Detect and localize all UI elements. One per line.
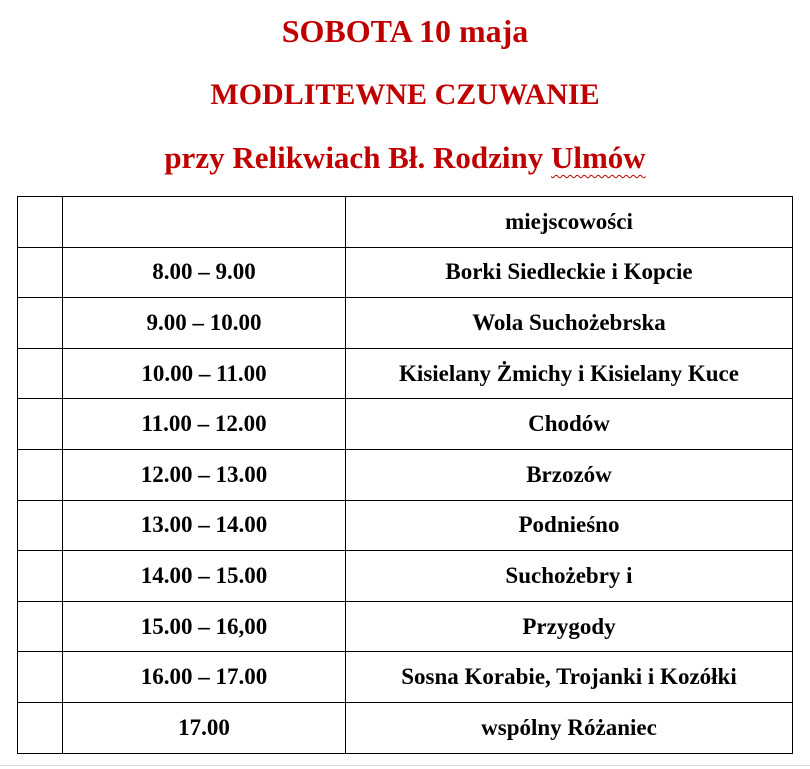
table-row (18, 551, 793, 602)
place-cell: Chodów (346, 399, 793, 450)
relics-subtitle-text: przy Relikwiach Bł. Rodziny (164, 140, 551, 175)
table-row (18, 449, 793, 500)
row-index-cell (18, 652, 63, 703)
row-index-cell (18, 500, 63, 551)
time-cell: 16.00 – 17.00 (63, 652, 346, 703)
page-bottom-divider (0, 765, 810, 766)
header-cell-time (63, 197, 346, 248)
table-header-row (18, 197, 793, 248)
event-subtitle: MODLITEWNE CZUWANIE (210, 78, 600, 111)
place-cell: Podnieśno (346, 500, 793, 551)
table-row (18, 500, 793, 551)
place-cell: Brzozów (346, 449, 793, 500)
table-row (18, 298, 793, 349)
time-cell: 10.00 – 11.00 (63, 348, 346, 399)
schedule-table (17, 196, 793, 754)
time-cell: 14.00 – 15.00 (63, 551, 346, 602)
row-index-cell (18, 399, 63, 450)
spellcheck-underlined-word: Ulmów (550, 140, 646, 175)
table-row (18, 601, 793, 652)
time-cell: 9.00 – 10.00 (63, 298, 346, 349)
time-cell: 8.00 – 9.00 (63, 247, 346, 298)
row-index-cell (18, 449, 63, 500)
place-cell: Suchożebry i (346, 551, 793, 602)
time-cell: 11.00 – 12.00 (63, 399, 346, 450)
place-cell: Sosna Korabie, Trojanki i Kozółki (346, 652, 793, 703)
time-cell: 13.00 – 14.00 (63, 500, 346, 551)
place-cell: Przygody (346, 601, 793, 652)
time-cell: 15.00 – 16,00 (63, 601, 346, 652)
row-index-cell (18, 601, 63, 652)
table-row (18, 348, 793, 399)
table-row (18, 247, 793, 298)
table-row (18, 399, 793, 450)
document-title: SOBOTA 10 maja (281, 13, 529, 49)
time-cell: 12.00 – 13.00 (63, 449, 346, 500)
place-cell: Wola Suchożebrska (346, 298, 793, 349)
row-index-cell (18, 247, 63, 298)
row-index-cell (18, 298, 63, 349)
time-cell: 17.00 (63, 702, 346, 753)
table-row (18, 652, 793, 703)
header-cell-place: miejscowości (346, 197, 793, 248)
table-row (18, 702, 793, 753)
place-cell: Borki Siedleckie i Kopcie (346, 247, 793, 298)
relics-subtitle (0, 142, 810, 173)
row-index-cell (18, 348, 63, 399)
place-cell: Kisielany Żmichy i Kisielany Kuce (346, 348, 793, 399)
place-cell: wspólny Różaniec (346, 702, 793, 753)
row-index-cell (18, 702, 63, 753)
row-index-cell (18, 551, 63, 602)
header-cell-index (18, 197, 63, 248)
